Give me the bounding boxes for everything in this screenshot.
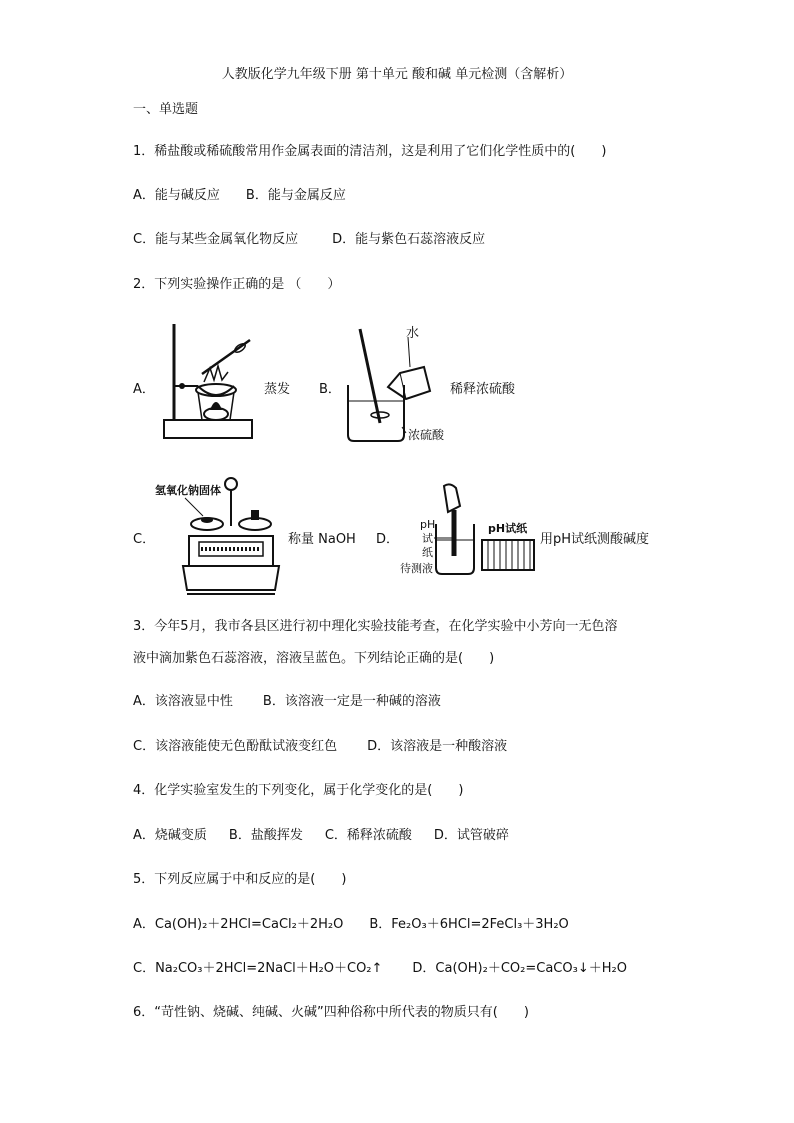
option-c-caption: 称量 NaOH — [288, 532, 356, 547]
question-1-stem: 1．稀盐酸或稀硫酸常用作金属表面的清洁剂，这是利用了它们化学性质中的( ) — [133, 144, 607, 159]
option-a: A．Ca(OH)₂＋2HCl=CaCl₂＋2H₂O — [133, 917, 344, 932]
option-a-caption: 蒸发 — [264, 382, 291, 397]
option-b: B．该溶液一定是一种碱的溶液 — [262, 694, 441, 709]
option-a: A．能与碱反应 — [133, 188, 220, 203]
ph-side-label-2: 试 — [422, 532, 433, 545]
section-heading: 一、单选题 — [133, 102, 199, 117]
option-b-label: B． — [319, 382, 341, 397]
question-2-stem: 2．下列实验操作正确的是 （ ） — [133, 277, 341, 292]
option-c-label: C． — [133, 532, 156, 547]
concentrated-acid-label: 浓硫酸 — [408, 428, 445, 442]
question-3-stem-line-1: 3．今年5月，我市各县区进行初中理化实验技能考查，在化学实验中小芳向一无色溶 — [133, 619, 618, 634]
option-d: D．试管破碎 — [433, 828, 509, 843]
evaporation-apparatus-figure — [158, 320, 258, 442]
option-b: B．盐酸挥发 — [228, 828, 303, 843]
option-b-caption: 稀释浓硫酸 — [450, 382, 516, 397]
question-5-stem: 5．下列反应属于中和反应的是( ) — [133, 872, 347, 887]
question-3-options-ab — [133, 693, 441, 711]
question-3-stem-line-2: 液中滴加紫色石蕊溶液，溶液呈蓝色。下列结论正确的是( ) — [133, 651, 495, 666]
test-solution-label: 待测液 — [400, 562, 433, 575]
option-d-label: D． — [376, 532, 400, 547]
question-5-options-cd — [133, 960, 627, 978]
ph-side-label: pH — [420, 518, 436, 531]
dilute-sulfuric-acid-figure — [340, 325, 450, 445]
option-a-label: A． — [133, 382, 155, 397]
option-d-caption: 用pH试纸测酸碱度 — [540, 532, 650, 547]
ph-side-label-3: 纸 — [422, 546, 433, 559]
option-c: C．该溶液能使无色酚酞试液变红色 — [133, 739, 338, 754]
option-d: D．能与紫色石蕊溶液反应 — [332, 232, 486, 247]
ph-paper-label: pH试纸 — [488, 522, 528, 535]
option-c: C．Na₂CO₃＋2HCl=2NaCl＋H₂O＋CO₂↑ — [133, 961, 383, 976]
page-title: 人教版化学九年级下册 第十单元 酸和碱 单元检测（含解析） — [221, 67, 573, 82]
water-label: 水 — [406, 326, 420, 341]
question-1-options-ab — [133, 187, 346, 205]
question-5-options-ab — [133, 916, 569, 934]
option-d: D．Ca(OH)₂＋CO₂=CaCO₃↓＋H₂O — [412, 961, 627, 976]
option-b: B．能与金属反应 — [245, 188, 346, 203]
option-c: C．稀释浓硫酸 — [324, 828, 412, 843]
ph-paper-test-figure — [400, 482, 542, 580]
option-c: C．能与某些金属氧化物反应 — [133, 232, 299, 247]
question-4-options — [133, 827, 509, 845]
balance-weighing-figure — [155, 472, 285, 600]
option-d: D．该溶液是一种酸溶液 — [367, 739, 508, 754]
option-a: A．烧碱变质 — [133, 828, 207, 843]
option-a: A．该溶液显中性 — [133, 694, 233, 709]
question-1-options-cd — [133, 231, 485, 249]
question-3-options-cd — [133, 738, 507, 756]
question-6-stem: 6．“苛性钠、烧碱、纯碱、火碱”四种俗称中所代表的物质只有( ) — [133, 1005, 529, 1020]
option-b: B．Fe₂O₃＋6HCl=2FeCl₃＋3H₂O — [369, 917, 569, 932]
question-4-stem: 4．化学实验室发生的下列变化，属于化学变化的是( ) — [133, 783, 464, 798]
naoh-solid-label: 氢氧化钠固体 — [155, 484, 221, 497]
